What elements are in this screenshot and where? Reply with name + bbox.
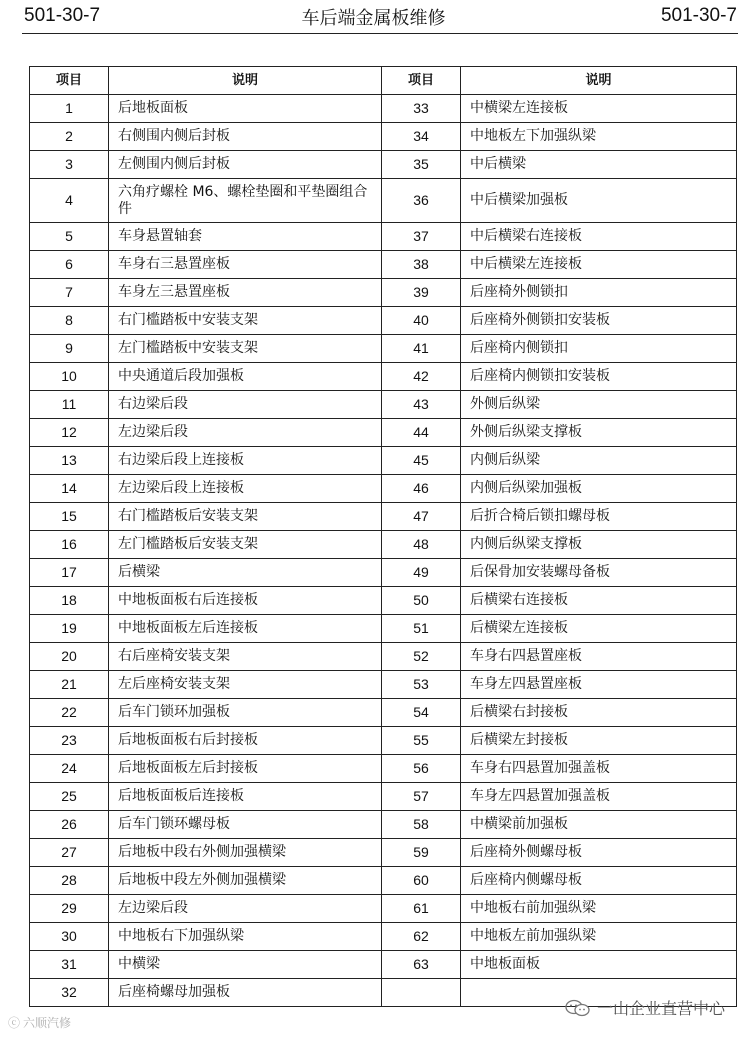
item-number-cell: 6 [30, 251, 109, 279]
table-row [30, 335, 737, 363]
section-code-right: 501-30-7 [660, 5, 737, 26]
table-row [30, 419, 737, 447]
table-row [30, 839, 737, 867]
item-number-cell: 16 [30, 531, 109, 559]
item-number-cell: 12 [30, 419, 109, 447]
item-number-cell: 7 [30, 279, 109, 307]
page-title: 车后端金属板维修 [301, 8, 446, 29]
parts-table [29, 66, 737, 1007]
item-description-cell: 左门槛踏板后安装支架 [109, 531, 382, 559]
item-number-cell: 56 [382, 755, 461, 783]
column-header-item: 项目 [382, 67, 461, 95]
item-number-cell: 5 [30, 223, 109, 251]
item-description-cell: 后保骨加安装螺母备板 [461, 559, 737, 587]
table-row [30, 587, 737, 615]
item-number-cell: 54 [382, 699, 461, 727]
item-description-cell: 中后横梁 [461, 151, 737, 179]
item-description-cell: 后座椅内侧锁扣 [461, 335, 737, 363]
item-description-cell: 车身左四悬置加强盖板 [461, 783, 737, 811]
item-number-cell: 43 [382, 391, 461, 419]
item-description-cell: 中横梁 [109, 951, 382, 979]
table-row [30, 531, 737, 559]
item-number-cell: 18 [30, 587, 109, 615]
table-row [30, 923, 737, 951]
item-description-cell: 中地板面板 [461, 951, 737, 979]
item-number-cell: 15 [30, 503, 109, 531]
item-description-cell: 中地板左下加强纵梁 [461, 123, 737, 151]
item-number-cell: 19 [30, 615, 109, 643]
item-description-cell: 车身右四悬置加强盖板 [461, 755, 737, 783]
item-number-cell: 41 [382, 335, 461, 363]
item-number-cell: 20 [30, 643, 109, 671]
item-description-cell: 中地板面板右后连接板 [109, 587, 382, 615]
table-row [30, 811, 737, 839]
item-description-cell: 车身悬置轴套 [109, 223, 382, 251]
item-description-cell: 后车门锁环加强板 [109, 699, 382, 727]
item-description-cell: 内侧后纵梁 [461, 447, 737, 475]
item-number-cell: 25 [30, 783, 109, 811]
table-row [30, 755, 737, 783]
item-number-cell: 62 [382, 923, 461, 951]
watermark-right [565, 996, 725, 1019]
table-row [30, 783, 737, 811]
item-description-cell: 左后座椅安装支架 [109, 671, 382, 699]
item-number-cell: 22 [30, 699, 109, 727]
item-description-cell: 后座椅内侧螺母板 [461, 867, 737, 895]
item-description-cell: 中地板左前加强纵梁 [461, 923, 737, 951]
table-row [30, 123, 737, 151]
item-number-cell: 37 [382, 223, 461, 251]
table-row [30, 895, 737, 923]
table-row [30, 951, 737, 979]
table-row [30, 727, 737, 755]
table-row [30, 179, 737, 223]
item-number-cell: 13 [30, 447, 109, 475]
item-number-cell: 45 [382, 447, 461, 475]
item-description-cell: 中横梁左连接板 [461, 95, 737, 123]
table-row [30, 671, 737, 699]
item-description-cell: 右门槛踏板后安装支架 [109, 503, 382, 531]
table-row [30, 391, 737, 419]
item-number-cell: 52 [382, 643, 461, 671]
item-number-cell: 33 [382, 95, 461, 123]
item-description-cell: 后横梁左连接板 [461, 615, 737, 643]
item-description-cell: 后地板面板左后封接板 [109, 755, 382, 783]
table-row [30, 95, 737, 123]
item-description-cell: 车身右三悬置座板 [109, 251, 382, 279]
item-number-cell: 36 [382, 179, 461, 223]
item-description-cell: 中地板面板左后连接板 [109, 615, 382, 643]
item-number-cell: 24 [30, 755, 109, 783]
item-number-cell: 21 [30, 671, 109, 699]
item-number-cell: 38 [382, 251, 461, 279]
item-number-cell: 2 [30, 123, 109, 151]
item-description-cell: 后座椅外侧螺母板 [461, 839, 737, 867]
item-description-cell: 中地板右前加强纵梁 [461, 895, 737, 923]
item-number-cell: 57 [382, 783, 461, 811]
item-number-cell: 40 [382, 307, 461, 335]
item-number-cell: 60 [382, 867, 461, 895]
item-description-cell: 中横梁前加强板 [461, 811, 737, 839]
item-number-cell: 23 [30, 727, 109, 755]
item-description-cell: 车身左四悬置座板 [461, 671, 737, 699]
table-row [30, 307, 737, 335]
table-row [30, 363, 737, 391]
item-number-cell: 35 [382, 151, 461, 179]
column-header-description: 说明 [461, 67, 737, 95]
section-code-left: 501-30-7 [24, 5, 101, 26]
item-description-cell: 左边梁后段 [109, 895, 382, 923]
item-description-cell: 左侧围内侧后封板 [109, 151, 382, 179]
item-number-cell: 28 [30, 867, 109, 895]
table-row [30, 699, 737, 727]
watermark-right-text: 一山企业直营中心 [596, 999, 725, 1018]
item-number-cell: 32 [30, 979, 109, 1007]
item-description-cell: 外侧后纵梁支撑板 [461, 419, 737, 447]
item-description-cell: 后地板中段右外侧加强横梁 [109, 839, 382, 867]
item-description-cell: 右边梁后段 [109, 391, 382, 419]
item-description-cell: 内侧后纵梁加强板 [461, 475, 737, 503]
item-number-cell: 63 [382, 951, 461, 979]
table-row [30, 279, 737, 307]
item-description-cell: 后横梁 [109, 559, 382, 587]
item-number-cell: 58 [382, 811, 461, 839]
table-row [30, 151, 737, 179]
item-number-cell: 53 [382, 671, 461, 699]
item-description-cell: 后座椅内侧锁扣安装板 [461, 363, 737, 391]
table-row [30, 867, 737, 895]
table-row [30, 251, 737, 279]
item-number-cell: 26 [30, 811, 109, 839]
item-description-cell: 中后横梁加强板 [461, 179, 737, 223]
item-description-cell: 中后横梁右连接板 [461, 223, 737, 251]
item-description-cell: 外侧后纵梁 [461, 391, 737, 419]
item-number-cell: 42 [382, 363, 461, 391]
table-row [30, 447, 737, 475]
table-row [30, 223, 737, 251]
item-number-cell: 10 [30, 363, 109, 391]
item-number-cell: 48 [382, 531, 461, 559]
item-number-cell: 8 [30, 307, 109, 335]
item-description-cell: 后横梁右封接板 [461, 699, 737, 727]
weibo-logo-icon: ⓒ [8, 1016, 21, 1030]
item-number-cell: 50 [382, 587, 461, 615]
table-header-row [30, 67, 737, 95]
item-description-cell: 中央通道后段加强板 [109, 363, 382, 391]
item-description-cell: 右侧围内侧后封板 [109, 123, 382, 151]
item-description-cell: 左门槛踏板中安装支架 [109, 335, 382, 363]
item-description-cell: 后折合椅后锁扣螺母板 [461, 503, 737, 531]
item-number-cell [382, 979, 461, 1007]
item-number-cell: 59 [382, 839, 461, 867]
table-row [30, 475, 737, 503]
column-header-item: 项目 [30, 67, 109, 95]
item-description-cell: 左边梁后段上连接板 [109, 475, 382, 503]
item-description-cell: 后座椅螺母加强板 [109, 979, 382, 1007]
item-number-cell: 14 [30, 475, 109, 503]
item-number-cell: 46 [382, 475, 461, 503]
item-number-cell: 30 [30, 923, 109, 951]
item-description-cell: 后座椅外侧锁扣安装板 [461, 307, 737, 335]
item-number-cell: 39 [382, 279, 461, 307]
item-number-cell: 1 [30, 95, 109, 123]
table-row [30, 615, 737, 643]
item-number-cell: 34 [382, 123, 461, 151]
item-number-cell: 11 [30, 391, 109, 419]
watermark-left-text: 六顺汽修 [23, 1016, 72, 1030]
item-number-cell: 55 [382, 727, 461, 755]
item-description-cell: 右后座椅安装支架 [109, 643, 382, 671]
item-description-cell: 车身左三悬置座板 [109, 279, 382, 307]
item-description-cell: 后地板面板后连接板 [109, 783, 382, 811]
item-number-cell: 3 [30, 151, 109, 179]
item-description-cell: 后横梁右连接板 [461, 587, 737, 615]
item-description-cell: 内侧后纵梁支撑板 [461, 531, 737, 559]
item-description-cell: 中后横梁左连接板 [461, 251, 737, 279]
item-number-cell: 29 [30, 895, 109, 923]
item-number-cell: 27 [30, 839, 109, 867]
item-description-cell: 左边梁后段 [109, 419, 382, 447]
page-header [0, 0, 747, 34]
watermark-left [8, 1014, 71, 1031]
item-number-cell: 31 [30, 951, 109, 979]
item-description-cell: 后横梁左封接板 [461, 727, 737, 755]
item-number-cell: 47 [382, 503, 461, 531]
item-description-cell: 中地板右下加强纵梁 [109, 923, 382, 951]
item-description-cell: 右门槛踏板中安装支架 [109, 307, 382, 335]
item-description-cell: 车身右四悬置座板 [461, 643, 737, 671]
item-number-cell: 61 [382, 895, 461, 923]
item-description-cell: 后座椅外侧锁扣 [461, 279, 737, 307]
item-number-cell: 9 [30, 335, 109, 363]
wechat-logo-icon [565, 999, 591, 1017]
table-row [30, 503, 737, 531]
item-number-cell: 4 [30, 179, 109, 223]
parts-table-body [30, 95, 737, 1007]
table-row [30, 643, 737, 671]
header-rule [22, 33, 738, 34]
item-number-cell: 49 [382, 559, 461, 587]
item-number-cell: 17 [30, 559, 109, 587]
item-number-cell: 51 [382, 615, 461, 643]
column-header-description: 说明 [109, 67, 382, 95]
table-row [30, 559, 737, 587]
item-description-cell: 后地板中段左外侧加强横梁 [109, 867, 382, 895]
item-description-cell: 后地板面板 [109, 95, 382, 123]
item-description-cell: 后地板面板右后封接板 [109, 727, 382, 755]
item-description-cell: 右边梁后段上连接板 [109, 447, 382, 475]
item-description-cell: 六角疗螺栓 M6、螺栓垫圈和平垫圈组合件 [109, 179, 382, 223]
item-number-cell: 44 [382, 419, 461, 447]
item-description-cell: 后车门锁环螺母板 [109, 811, 382, 839]
